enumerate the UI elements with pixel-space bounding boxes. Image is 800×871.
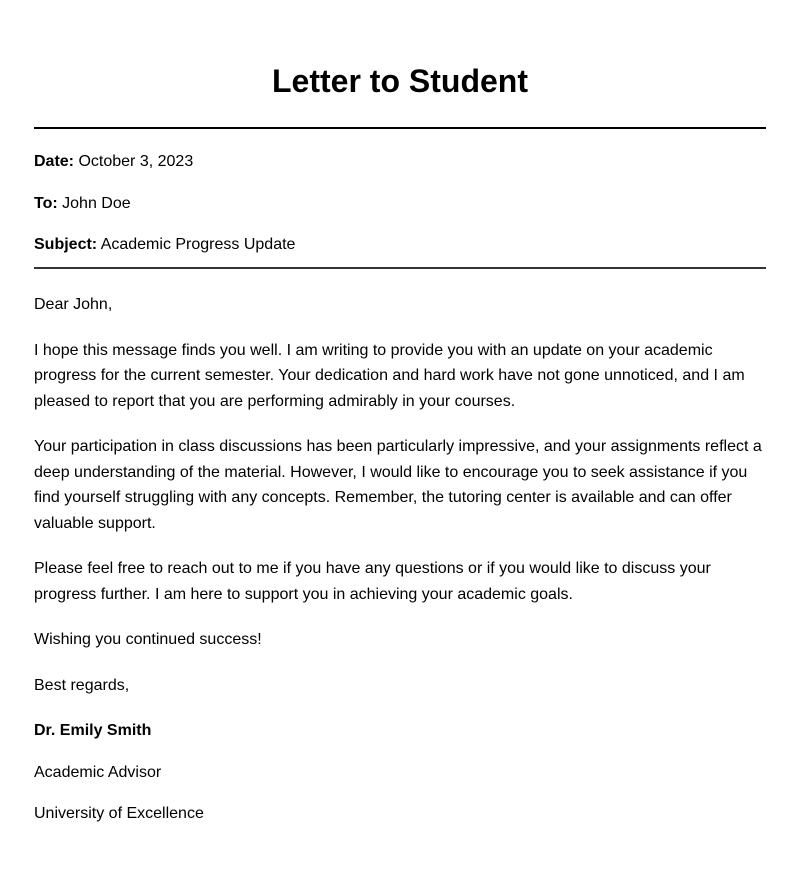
signature-organization: University of Excellence bbox=[34, 805, 204, 822]
header-divider bbox=[34, 267, 766, 269]
subject-value: Academic Progress Update bbox=[100, 236, 296, 253]
letter-title: Letter to Student bbox=[272, 63, 528, 99]
subject-label: Subject: bbox=[34, 236, 98, 253]
date-value: October 3, 2023 bbox=[78, 153, 194, 170]
signature-name: Dr. Emily Smith bbox=[34, 722, 152, 739]
closing-line: Wishing you continued success! bbox=[34, 631, 262, 648]
date-line bbox=[34, 151, 766, 173]
recipient-label: To: bbox=[34, 195, 58, 212]
signature-title: Academic Advisor bbox=[34, 763, 162, 781]
recipient-value: John Doe bbox=[62, 195, 131, 212]
regards: Best regards, bbox=[34, 676, 130, 694]
title-divider bbox=[34, 127, 766, 129]
body-paragraph: I hope this message finds you well. I am writing to provide you with an update on your academic progress for the current semester. Your dedication and hard work have not gone unnoticed, and I am pleased to report that you are performing admirably in your courses. bbox=[34, 341, 745, 410]
body-paragraph: Please feel free to reach out to me if you have any questions or if you would like to discuss your progress further. I am here to support you in achieving your academic goals. bbox=[34, 560, 711, 603]
letter-page bbox=[34, 0, 766, 827]
recipient-line bbox=[34, 193, 766, 215]
body-paragraph: Your participation in class discussions has been particularly impressive, and your assignments reflect a deep understanding of the material. However, I would like to encourage you to seek assistance if you find yourself struggling with any concepts. Remember, the tutoring center is available and can offer valuable support. bbox=[34, 438, 762, 532]
date-label: Date: bbox=[34, 153, 75, 170]
subject-line bbox=[34, 234, 766, 256]
salutation: Dear John, bbox=[34, 296, 113, 313]
